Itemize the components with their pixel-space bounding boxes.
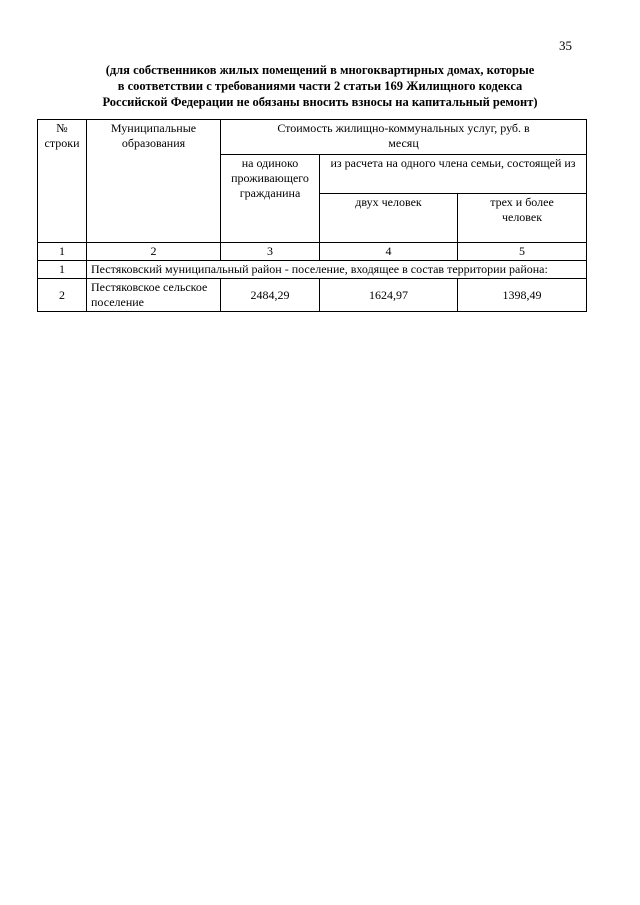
district-name: Пестяковский муниципальный район - поселение, входящее в состав территории района: — [87, 261, 587, 279]
document-heading — [50, 62, 590, 110]
header-cost: Стоимость жилищно-коммунальных услуг, руб. в месяц — [221, 120, 587, 155]
column-number-row — [38, 243, 587, 261]
column-number: 3 — [221, 243, 320, 261]
cost-two-persons: 1624,97 — [320, 279, 458, 312]
header-three-plus-persons: трех и более человек — [458, 194, 587, 243]
table-row-district — [38, 261, 587, 279]
header-per-family-member: из расчета на одного члена семьи, состоящей из — [320, 155, 587, 194]
header-municipality: Муниципальные образования — [87, 120, 221, 243]
header-single-resident: на одиноко проживающего гражданина — [221, 155, 320, 243]
column-number: 4 — [320, 243, 458, 261]
row-number: 2 — [38, 279, 87, 312]
heading-line-2: в соответствии с требованиями части 2 статьи 169 Жилищного кодекса — [117, 79, 523, 93]
heading-line-3: Российской Федерации не обязаны вносить взносы на капитальный ремонт) — [102, 95, 538, 109]
table-header-row-1 — [38, 120, 587, 155]
header-row-number: № строки — [38, 120, 87, 243]
page-number: 35 — [559, 38, 572, 53]
header-two-persons: двух человек — [320, 194, 458, 243]
settlement-name: Пестяковское сельское поселение — [87, 279, 221, 312]
column-number: 2 — [87, 243, 221, 261]
row-number: 1 — [38, 261, 87, 279]
heading-line-1: (для собственников жилых помещений в многоквартирных домах, которые — [105, 63, 535, 77]
table-row-settlement — [38, 279, 587, 312]
cost-three-plus-persons: 1398,49 — [458, 279, 587, 312]
column-number: 5 — [458, 243, 587, 261]
column-number: 1 — [38, 243, 87, 261]
tariff-table — [37, 119, 587, 312]
cost-single: 2484,29 — [221, 279, 320, 312]
